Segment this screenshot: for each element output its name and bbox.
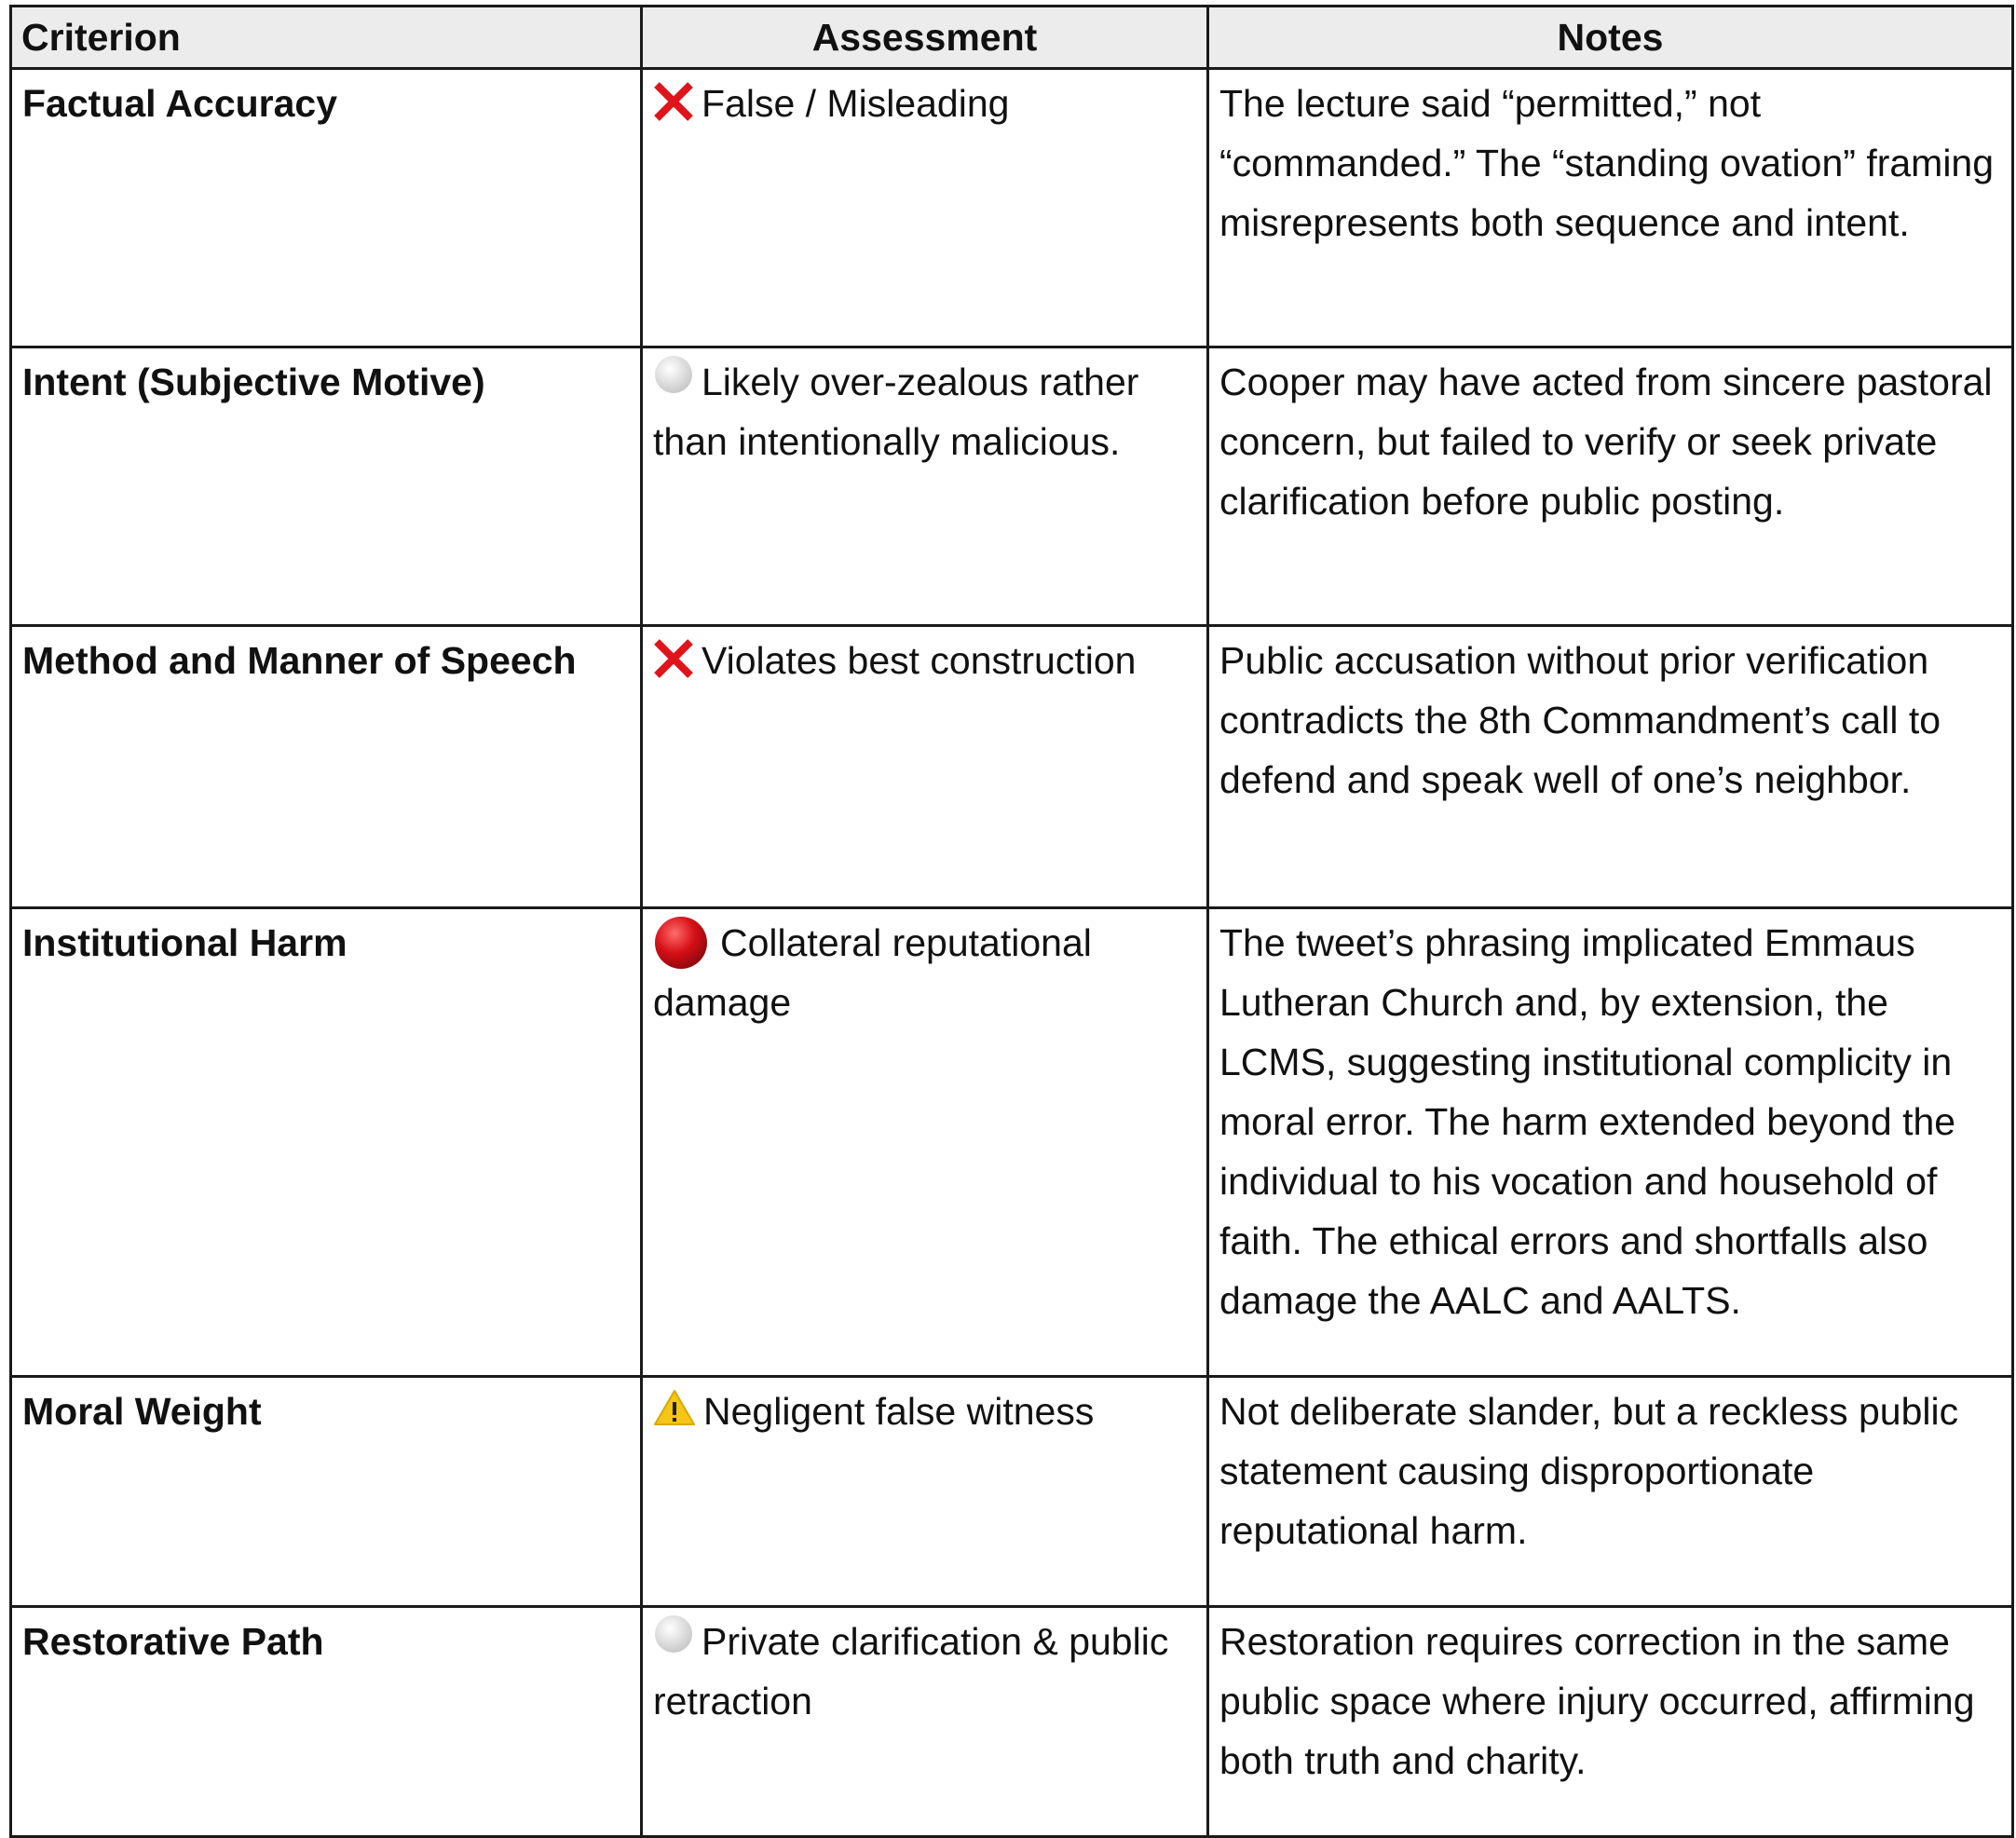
assessment-cell [642, 908, 1208, 1377]
warning-icon [653, 1382, 696, 1430]
criterion-cell: Factual Accuracy [11, 69, 642, 347]
notes-cell: Restoration requires correction in the same public space where injury occurred, affirming both truth and charity. [1208, 1607, 2013, 1837]
assessment-text: Collateral reputational damage [653, 921, 1092, 1024]
criterion-cell: Intent (Subjective Motive) [11, 347, 642, 626]
header-criterion: Criterion [11, 7, 642, 69]
notes-cell: Cooper may have acted from sincere pastoral concern, but failed to verify or seek private clarification before public posting. [1208, 347, 2013, 626]
notes-cell: Not deliberate slander, but a reckless public statement causing disproportionate reputational harm. [1208, 1377, 2013, 1607]
assessment-text: Violates best construction [702, 639, 1137, 682]
red-circle-icon [653, 913, 709, 973]
criterion-cell: Restorative Path [11, 1607, 642, 1837]
header-row [11, 7, 2013, 69]
assessment-cell [642, 1607, 1208, 1837]
assessment-table-container [9, 5, 2011, 1838]
criterion-cell: Method and Manner of Speech [11, 626, 642, 908]
white-circle-icon [653, 1612, 694, 1658]
assessment-cell [642, 347, 1208, 626]
notes-cell: The lecture said “permitted,” not “commanded.” The “standing ovation” framing misrepresents both sequence and intent. [1208, 69, 2013, 347]
assessment-text: Likely over-zealous rather than intentionally malicious. [653, 361, 1139, 463]
assessment-text: Negligent false witness [703, 1390, 1095, 1433]
assessment-text: False / Misleading [702, 82, 1010, 125]
assessment-cell [642, 626, 1208, 908]
assessment-text: Private clarification & public retraction [653, 1620, 1169, 1722]
criterion-cell: Institutional Harm [11, 908, 642, 1377]
table-row [11, 1607, 2013, 1837]
cross-mark-icon [653, 631, 694, 681]
white-circle-icon [653, 352, 694, 399]
assessment-cell [642, 69, 1208, 347]
table-row [11, 347, 2013, 626]
table-row [11, 626, 2013, 908]
notes-cell: Public accusation without prior verification contradicts the 8th Commandment’s call to defend and speak well of one’s neighbor. [1208, 626, 2013, 908]
table-row [11, 69, 2013, 347]
notes-cell: The tweet’s phrasing implicated Emmaus Lutheran Church and, by extension, the LCMS, suggesting institutional complicity in moral error. The harm extended beyond the individual to his vocation and household of faith. The ethical errors and shortfalls also damage the AALC and AALTS. [1208, 908, 2013, 1377]
assessment-cell [642, 1377, 1208, 1607]
criterion-cell: Moral Weight [11, 1377, 642, 1607]
table-row [11, 1377, 2013, 1607]
cross-mark-icon [653, 74, 694, 124]
table-row [11, 908, 2013, 1377]
header-notes: Notes [1208, 7, 2013, 69]
header-assessment: Assessment [642, 7, 1208, 69]
assessment-table [9, 5, 2014, 1838]
